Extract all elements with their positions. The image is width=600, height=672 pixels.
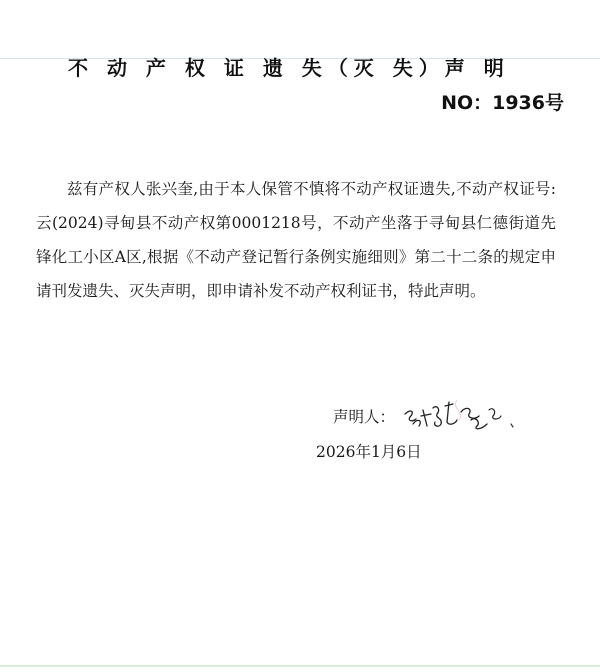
notice-date: 2026年1月6日 <box>316 443 422 461</box>
notice-body: 兹有产权人张兴奎,由于本人保管不慎将不动产权证遗失,不动产权证号:云(2024)寻甸县不动产权第0001218号，不动产坐落于寻甸县仁德街道先锋化工小区A区,根据《不动产登记暂行条例实施细则》第二十二条的规定申请刊发遗失、灭失声明，即申请补发不动产权利证书，特此声明。 <box>36 180 556 300</box>
bottom-divider <box>0 665 600 667</box>
handwritten-signature <box>401 396 521 436</box>
signer-label: 声明人： <box>333 408 396 426</box>
page-title: 不 动 产 权 证 遗 失（灭 失）声 明 <box>68 56 510 80</box>
signer-row <box>333 396 521 436</box>
notice-number: NO：1936号 <box>441 92 564 114</box>
